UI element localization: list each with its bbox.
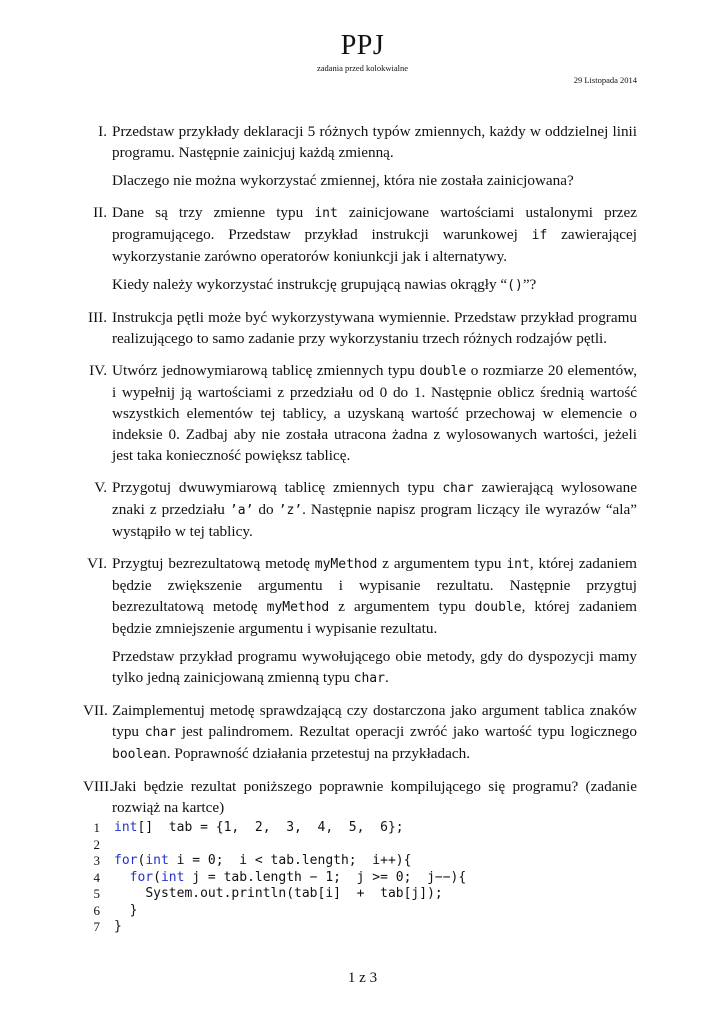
- task-question: [112, 274, 637, 296]
- code-text: (: [153, 869, 161, 885]
- code-text: (: [137, 853, 146, 868]
- line-number: 5: [93, 886, 100, 901]
- task-text: Przedstaw przykłady deklaracji 5 różnych typów zmiennych, każdy w oddzielnej linii programu. Następnie zainicjuj każdą zmienną.: [112, 123, 637, 161]
- code-keyword: char: [353, 671, 385, 686]
- text-run: .: [384, 669, 389, 686]
- code-keyword: int: [114, 820, 138, 835]
- text-run: Przygtuj bezrezultatową metodę: [112, 555, 315, 572]
- task-number: VI.: [87, 555, 107, 572]
- task-body: [112, 477, 637, 542]
- task-text: [112, 360, 637, 466]
- task-body: [112, 553, 637, 689]
- line-number: 2: [93, 836, 100, 852]
- task-body: [112, 776, 637, 818]
- code-literal: ’z’: [278, 503, 303, 518]
- code-text: }: [129, 902, 138, 918]
- text-run: ”?: [522, 276, 537, 293]
- text-run: zainicjowane wartościami ustalonymi przez programującego. Przedstaw przykład instrukcji warunkowej: [112, 204, 637, 243]
- task-body: [112, 202, 637, 296]
- text-run: Utwórz jednowymiarową tablicę zmiennych typu: [112, 362, 420, 379]
- code-keyword: int: [145, 853, 169, 868]
- text-run: . Następnie napisz program liczący ile wyrazów “ala” wystąpiło w tej tablicy.: [112, 501, 637, 540]
- task-text: [112, 553, 637, 639]
- task-4: [88, 360, 637, 466]
- text-run: z argumentem typu: [377, 555, 507, 572]
- text-run: do: [253, 501, 279, 518]
- text-run: Przygotuj dwuwymiarową tablicę zmiennych typu: [112, 479, 443, 496]
- task-text: [112, 477, 637, 542]
- task-number: I.: [98, 123, 107, 140]
- task-text: [112, 700, 637, 765]
- code-text: System.out.println(tab[i] + tab[j]);: [145, 886, 443, 901]
- text-run: , której zadaniem będzie zwiększenie argumentu i wypisanie rezultatu. Następnie przygtuj bezrezultatową metodę: [112, 555, 637, 615]
- task-6: [88, 553, 637, 689]
- document-title: PPJ: [340, 30, 385, 61]
- task-number: V.: [94, 479, 107, 496]
- text-run: Dane są trzy zmienne typu: [112, 204, 315, 221]
- text-run: . Poprawność działania przetestuj na przykładach.: [166, 745, 471, 762]
- code-indent: [114, 903, 130, 918]
- code-keyword: char: [442, 481, 474, 496]
- text-run: Kiedy należy wykorzystać instrukcję grupującą nawias okrągły “: [112, 276, 508, 293]
- text-run: , której zadaniem będzie zmniejszenie argumentu i wypisanie rezultatu.: [112, 598, 637, 637]
- code-identifier: myMethod: [266, 600, 330, 615]
- task-number: IV.: [89, 362, 107, 379]
- code-line: [88, 837, 637, 854]
- code-identifier: myMethod: [314, 557, 378, 572]
- task-2: [88, 202, 637, 296]
- code-keyword: int: [506, 557, 530, 572]
- code-keyword: for: [129, 869, 154, 885]
- task-8: [83, 776, 637, 818]
- task-number: VIII.: [83, 778, 113, 795]
- task-list: [83, 121, 638, 936]
- code-keyword: int: [160, 869, 185, 885]
- task-number: III.: [88, 309, 107, 326]
- code-text: j = tab.length − 1; j >= 0; j−−){: [184, 869, 467, 885]
- line-number: 1: [93, 820, 100, 835]
- code-literal: ’a’: [229, 503, 254, 518]
- code-text: i = 0; i < tab.length; i++){: [168, 853, 412, 868]
- text-run: zawierającą wylosowane znaki z przedziału: [112, 479, 637, 518]
- code-line: [88, 903, 637, 920]
- text-run: zawierającej wykorzystanie zarówno operatorów koniunkcji jak i alternatywy.: [112, 226, 638, 265]
- text-run: Przedstaw przykład programu wywołującego obie metody, gdy do dyspozycji mamy tylko jedną zainicjowaną zmienną typu: [112, 648, 637, 686]
- task-body: [112, 360, 637, 466]
- code-keyword: for: [114, 853, 138, 868]
- task-text: Instrukcja pętli może być wykorzystywana wymiennie. Przedstaw przykład programu realizującego to samo zadanie przy wykorzystaniu trzech różnych rodzajów pętli.: [112, 309, 637, 347]
- task-7: [83, 700, 637, 765]
- text-run: o rozmiarze 20 elementów, i wypełnij ją wartościami z przedziału od 0 do 1. Następnie oblicz średnią wartość wszystkich elementów tej tablicy, a uzyskaną wartość przechowaj w elemencie o indeksie 0. Zadbaj aby nie została utracona żadna z wylosowanych wartości, jeżeli jest taka konieczność powiększ tablicę.: [112, 362, 638, 464]
- task-3: [88, 307, 637, 349]
- code-keyword: (): [507, 278, 523, 293]
- text-run: Zaimplementuj metodę sprawdzającą czy dostarczona jako argument tablica znaków typu: [112, 702, 637, 740]
- task-text: [112, 202, 637, 267]
- code-keyword: int: [314, 206, 338, 221]
- task-number: II.: [93, 204, 107, 221]
- text-run: z argumentem typu: [329, 598, 475, 615]
- line-number: 6: [93, 902, 100, 918]
- code-text: [] tab = {1, 2, 3, 4, 5, 6};: [137, 820, 404, 835]
- code-keyword: char: [144, 725, 177, 740]
- code-line: [88, 886, 637, 903]
- task-number: VII.: [83, 702, 108, 719]
- page-number: 1 z 3: [347, 970, 378, 986]
- code-listing: [88, 820, 637, 936]
- code-keyword: double: [419, 364, 467, 379]
- code-indent: [114, 870, 130, 885]
- code-line: [88, 919, 637, 936]
- document-date: 29 Listopada 2014: [573, 75, 637, 85]
- task-5: [88, 477, 637, 542]
- document-subtitle: zadania przed kolokwialne: [316, 63, 409, 73]
- task-text: Jaki będzie rezultat poniższego poprawnie kompilującego się programu? (zadanie rozwiąż na kartce): [112, 778, 637, 816]
- code-keyword: double: [474, 600, 522, 615]
- task-body: [112, 307, 637, 349]
- task-body: [112, 700, 637, 765]
- task-question: Dlaczego nie można wykorzystać zmiennej, która nie została zainicjowana?: [112, 172, 574, 189]
- line-number: 7: [93, 919, 100, 934]
- code-line: [88, 853, 637, 870]
- line-number: 4: [93, 869, 100, 885]
- task-question: [112, 646, 637, 689]
- code-keyword: if: [531, 228, 548, 243]
- code-line: [88, 870, 637, 887]
- code-text: }: [114, 919, 122, 934]
- code-keyword: boolean: [112, 747, 167, 762]
- task-1: [88, 121, 637, 191]
- line-number: 3: [93, 853, 100, 868]
- code-line: [88, 820, 637, 837]
- text-run: jest palindromem. Rezultat operacji zwróć jako wartość typu logicznego: [176, 723, 637, 740]
- task-body: [112, 121, 637, 191]
- code-indent: [114, 886, 145, 901]
